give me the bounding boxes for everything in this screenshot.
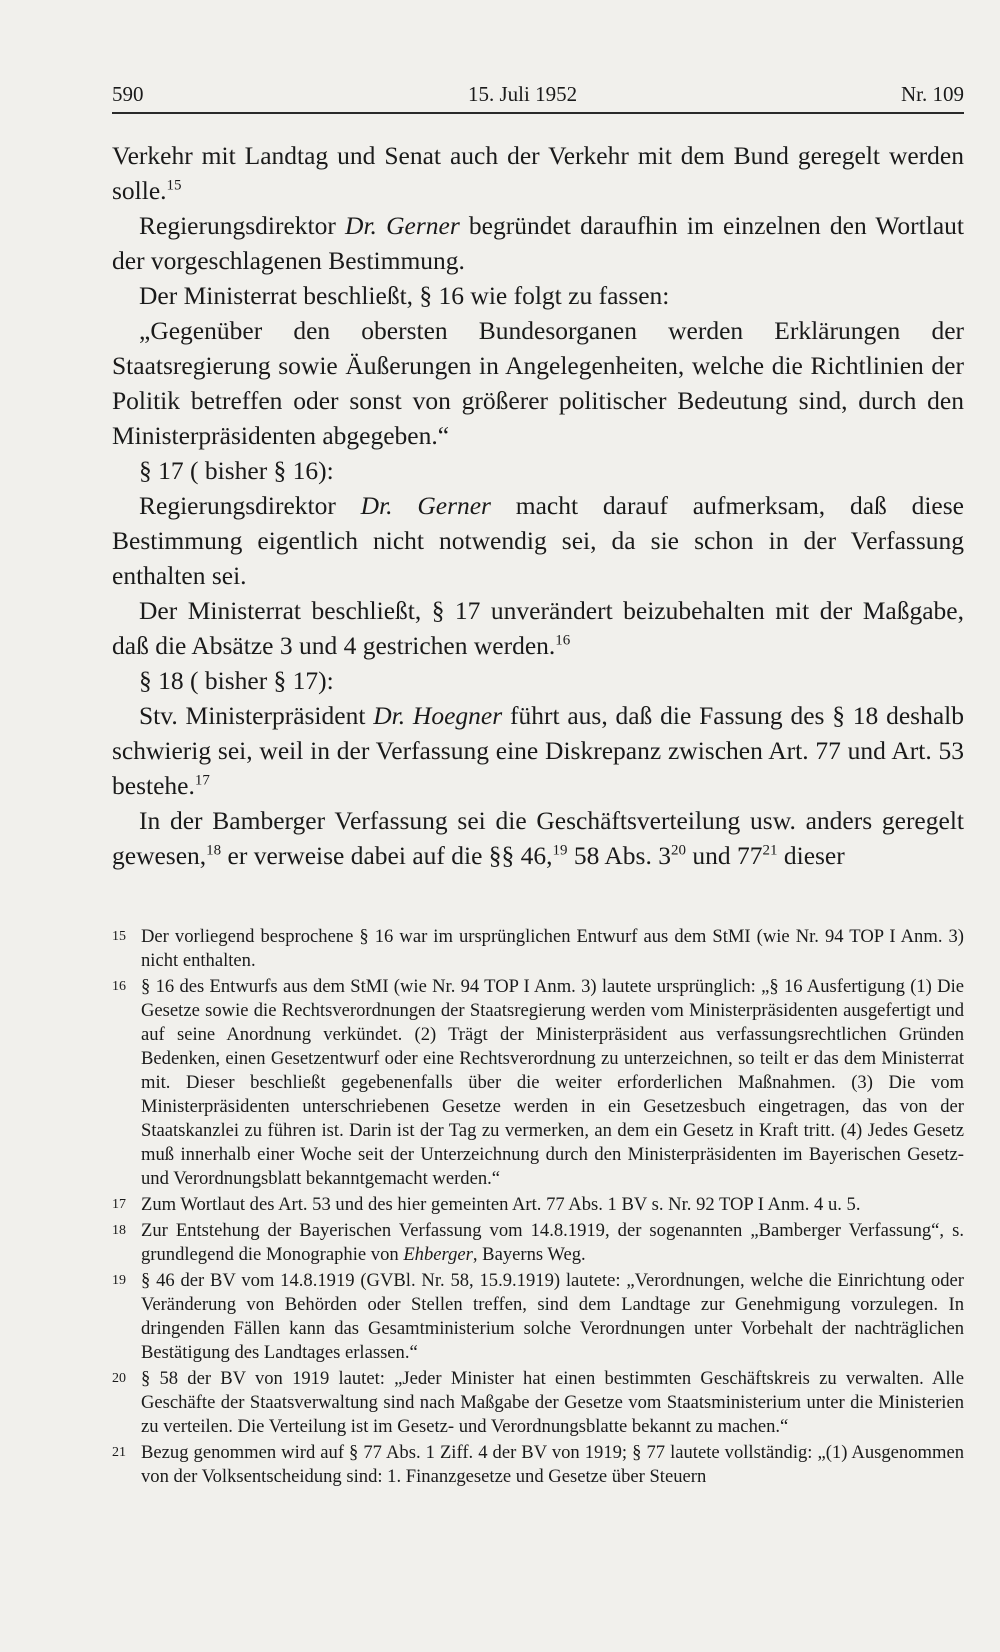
text-run: „Gegenüber den obersten Bundesorganen werden Erklärungen der Staatsregierung sowie Äußerungen in Angelegenheiten, welche die Richtlinien der Politik betreffen oder sonst von größerer politischer Bedeutung sind, durch den Ministerpräsidenten abgegeben.“ xyxy=(112,316,964,450)
text-run: begründet daraufhin im einzelnen den Wortlaut der vorgeschlagenen Bestimmung. xyxy=(112,211,964,275)
paragraph xyxy=(112,138,964,208)
paragraph xyxy=(112,313,964,453)
text-run: und 77 xyxy=(685,841,763,870)
footnote xyxy=(112,1367,964,1439)
footnote xyxy=(112,1269,964,1365)
paragraph xyxy=(112,453,964,488)
footnote-text xyxy=(141,1367,964,1439)
footnote-text xyxy=(141,1193,964,1217)
text-run: § 18 ( bisher § 17): xyxy=(139,666,334,695)
paragraph xyxy=(112,698,964,803)
footnote-text xyxy=(141,1219,964,1267)
text-run: 58 Abs. 3 xyxy=(567,841,671,870)
footnote-text xyxy=(141,925,964,973)
main-text xyxy=(112,138,964,873)
text-run: , Bayerns Weg. xyxy=(472,1244,586,1265)
footnote-number: 18 xyxy=(112,1223,126,1238)
footnote-text xyxy=(141,1441,964,1489)
footnote-text xyxy=(141,1269,964,1365)
text-run: § 16 des Entwurfs aus dem StMI (wie Nr. 94 TOP I Anm. 3) lautete ursprünglich: „§ 16 Ausfertigung (1) Die Gesetze sowie die Rechtsverordnungen der Staatsregierung werden vom Ministerpräsidenten ausgefertigt und auf seine Anordnung verkündet. (2) Trägt der Ministerpräsident aus verfassungsrechtlichen Gründen Bedenken, einen Gesetzentwurf oder eine Rechtsverordnung zu unterzeichnen, so teilt er das dem Ministerrat mit. Dieser beschließt gegebenenfalls über die weiter erforderlichen Maßnahmen. (3) Die vom Ministerpräsidenten unterschriebenen Gesetze werden in ein Gesetzesbuch eingetragen, das von der Staatskanzlei zu führen ist. Darin ist der Tag zu vermerken, an dem ein Gesetz in Kraft tritt. (4) Jedes Gesetz muß innerhalb einer Woche seit der Unterzeichnung durch den Ministerpräsidenten im Bayerischen Gesetz- und Verordnungsblatt bekanntgemacht werden.“ xyxy=(141,976,964,1189)
footnote xyxy=(112,925,964,973)
footnote xyxy=(112,1219,964,1267)
footnote-ref: 21 xyxy=(762,842,778,859)
text-run: Der Ministerrat beschließt, § 17 unverändert beizubehalten mit der Maßgabe, daß die Absätze 3 und 4 gestrichen werden. xyxy=(112,596,964,660)
text-run: Verkehr mit Landtag und Senat auch der Verkehr mit dem Bund geregelt werden solle. xyxy=(112,141,964,205)
footnote-ref: 20 xyxy=(670,842,686,859)
text-run: § 46 der BV vom 14.8.1919 (GVBl. Nr. 58, 15.9.1919) lautete: „Verordnungen, welche die Einrichtung oder Veränderung von Behörden oder Stellen treffen, sind dem Landtage zur Genehmigung vorzulegen. In dringenden Fällen kann das Gesamtministerium solche Verordnungen unter Vorbehalt der nachträglichen Bestätigung des Landtages erlassen.“ xyxy=(141,1270,964,1363)
person-name: Dr. Gerner xyxy=(345,211,460,240)
text-run: er verweise dabei auf die §§ 46, xyxy=(221,841,553,870)
footnote xyxy=(112,1193,964,1217)
text-run: Der Ministerrat beschließt, § 16 wie folgt zu fassen: xyxy=(139,281,670,310)
paragraph xyxy=(112,593,964,663)
footnote-number: 21 xyxy=(112,1445,126,1460)
footnote-ref: 16 xyxy=(555,632,571,649)
footnote-ref: 15 xyxy=(166,177,182,194)
footnote-number: 15 xyxy=(112,929,126,944)
footnote xyxy=(112,975,964,1191)
text-run: Zur Entstehung der Bayerischen Verfassung vom 14.8.1919, der sogenannten „Bamberger Verfassung“, s. grundlegend die Monographie von xyxy=(141,1220,964,1265)
text-run: Regierungsdirektor xyxy=(139,491,361,520)
person-name: Dr. Gerner xyxy=(360,491,491,520)
issue-number: Nr. 109 xyxy=(901,82,964,106)
header-date: 15. Juli 1952 xyxy=(468,82,578,106)
text-run: dieser xyxy=(777,841,845,870)
page-number: 590 xyxy=(112,82,144,106)
text-run: § 58 der BV von 1919 lautet: „Jeder Minister hat einen bestimmten Geschäftskreis zu verwalten. Alle Geschäfte der Staatsverwaltung sind nach Maßgabe der Gesetze vom Staatsministerium unter die Ministerien zu verteilen. Die Verteilung ist im Gesetz- und Verordnungsblatte bekannt zu machen.“ xyxy=(141,1368,964,1437)
footnote-ref: 17 xyxy=(194,772,210,789)
footnote-number: 19 xyxy=(112,1273,126,1288)
text-run: § 17 ( bisher § 16): xyxy=(139,456,334,485)
text-run: Der vorliegend besprochene § 16 war im ursprünglichen Entwurf aus dem StMI (wie Nr. 94 TOP I Anm. 3) nicht enthalten. xyxy=(141,926,964,971)
paragraph xyxy=(112,663,964,698)
footnote-ref: 18 xyxy=(206,842,222,859)
text-run: In der Bamberger Verfassung sei die Geschäftsverteilung usw. anders geregelt gewesen, xyxy=(112,806,964,870)
paragraph xyxy=(112,208,964,278)
footnotes xyxy=(112,925,964,1491)
text-run: führt aus, daß die Fassung des § 18 deshalb schwierig sei, weil in der Verfassung eine Diskrepanz zwischen Art. 77 und Art. 53 bestehe. xyxy=(112,701,965,800)
paragraph xyxy=(112,488,964,593)
footnote-number: 16 xyxy=(112,979,126,994)
paragraph xyxy=(112,803,964,873)
footnote-text xyxy=(141,975,964,1191)
page-header xyxy=(112,78,964,114)
person-name: Dr. Hoegner xyxy=(373,701,503,730)
person-name: Ehberger xyxy=(403,1244,473,1265)
footnote-number: 17 xyxy=(112,1197,126,1212)
footnote xyxy=(112,1441,964,1489)
footnote-number: 20 xyxy=(112,1371,126,1386)
text-run: Zum Wortlaut des Art. 53 und des hier gemeinten Art. 77 Abs. 1 BV s. Nr. 92 TOP I Anm. 4 u. 5. xyxy=(141,1194,861,1215)
paragraph xyxy=(112,278,964,313)
text-run: Bezug genommen wird auf § 77 Abs. 1 Ziff. 4 der BV von 1919; § 77 lautete vollständig: „(1) Ausgenommen von der Volksentscheidung sind: 1. Finanzgesetze und Gesetze über Steuern xyxy=(141,1442,964,1487)
text-run: macht darauf aufmerksam, daß diese Bestimmung eigentlich nicht notwendig sei, da sie schon in der Verfassung enthalten sei. xyxy=(112,491,964,590)
text-run: Stv. Ministerpräsident xyxy=(139,701,374,730)
footnote-ref: 19 xyxy=(552,842,568,859)
text-run: Regierungsdirektor xyxy=(139,211,346,240)
